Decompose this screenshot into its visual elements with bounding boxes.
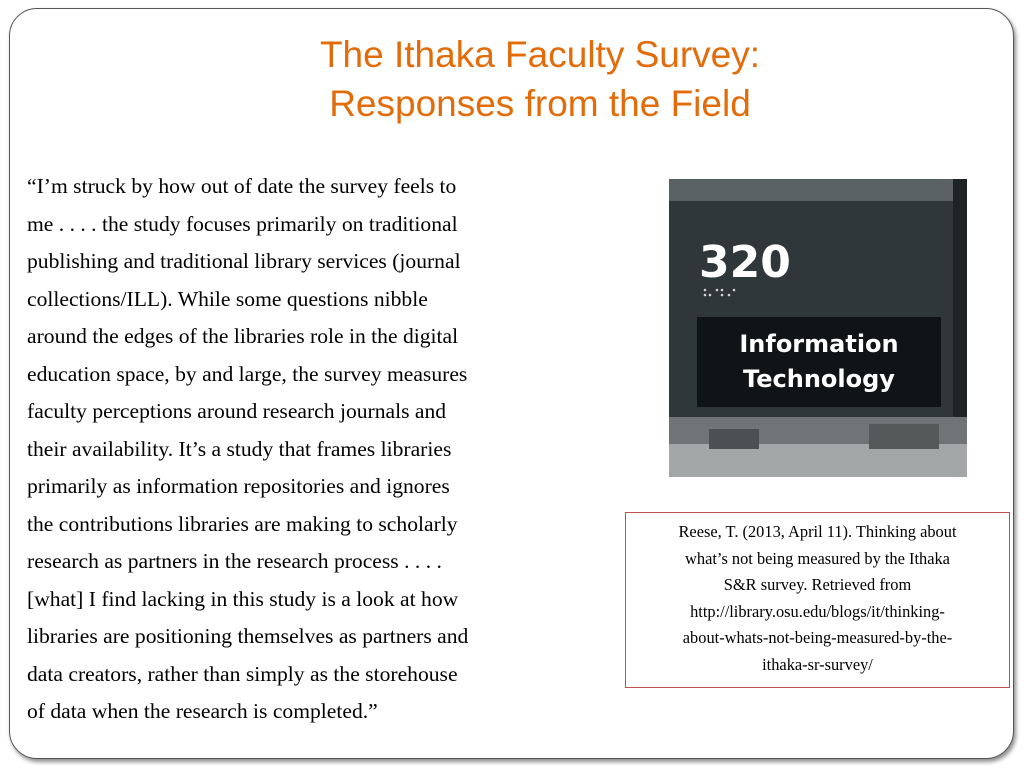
slide-title-line-1: The Ithaka Faculty Survey: (319, 34, 761, 75)
slide-title (150, 30, 930, 128)
room-sign-photo (669, 179, 967, 477)
quote-line: “I’m struck by how out of date the survey feels to (27, 174, 457, 198)
quote-line: the contributions libraries are making to scholarly (27, 511, 458, 536)
room-sign-illustration (669, 179, 967, 477)
quote-text (27, 168, 607, 731)
slide-title-line-2: Responses from the Field (329, 83, 751, 124)
quote-line: education space, by and large, the survey measures (27, 361, 468, 386)
quote-line: data creators, rather than simply as the storehouse (27, 661, 458, 686)
quote-line: their availability. It’s a study that frames libraries (27, 436, 452, 461)
citation-line: Reese, T. (2013, April 11). Thinking about (678, 522, 957, 541)
quote-line: me . . . . the study focuses primarily on traditional (27, 211, 458, 236)
citation-box (625, 512, 1010, 688)
top-frame (669, 179, 967, 201)
citation-line: S&R survey. Retrieved from (723, 575, 912, 595)
quote-line: faculty perceptions around research journals and (27, 399, 447, 423)
quote-line: [what] I find lacking in this study is a look at how (27, 586, 459, 611)
sign-line-1: Information (739, 330, 899, 358)
sign-line-2: Technology (743, 365, 895, 393)
citation-line: http://library.osu.edu/blogs/it/thinking- (690, 601, 945, 621)
quote-line: around the edges of the libraries role in the digital (27, 324, 459, 348)
room-number: 320 (699, 237, 791, 288)
citation-line: ithaka-sr-survey/ (762, 654, 873, 674)
citation-line: what’s not being measured by the Ithaka (685, 548, 950, 568)
quote-line: primarily as information repositories and ignores (27, 474, 450, 498)
quote-line: research as partners in the research process . . . . (27, 549, 442, 573)
quote-line: publishing and traditional library services (journal (27, 249, 461, 273)
quote-line: collections/ILL). While some questions nibble (27, 286, 428, 311)
background-shape (709, 429, 759, 449)
quote-line: libraries are positioning themselves as partners and (27, 624, 469, 648)
citation-line: about-whats-not-being-measured-by-the- (682, 628, 953, 648)
background-shape (869, 424, 939, 449)
quote-line: of data when the research is completed.” (27, 699, 378, 723)
